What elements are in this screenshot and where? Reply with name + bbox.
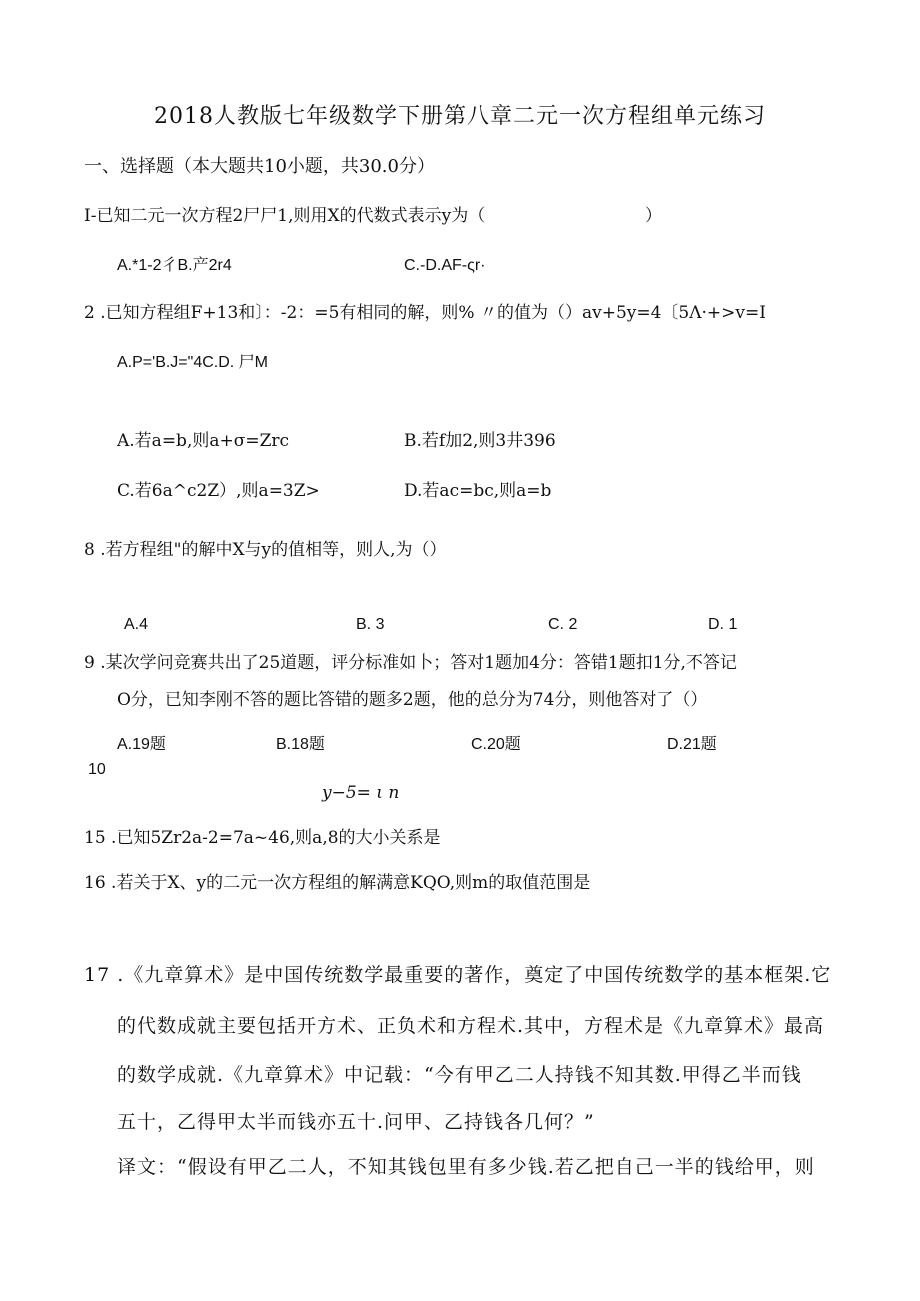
q8-option-a: A.4 xyxy=(124,616,149,633)
q2-stem: 2 .已知方程组F+13和〕：-2：=5有相同的解，则% 〃的值为（）av+5y=4〔5Λ·+>v=I xyxy=(84,303,766,323)
page-title: 2018人教版七年级数学下册第八章二元一次方程组单元练习 xyxy=(154,104,766,129)
q9-option-a: A.19题 xyxy=(117,736,166,753)
q9-option-b: B.18题 xyxy=(276,736,325,753)
q1-stem: I-已知二元一次方程2尸尸1,则用X的代数式表示y为（ xyxy=(84,206,486,226)
q8-option-b: B. 3 xyxy=(356,616,385,633)
q9-line-1: 9 .某次学问竞赛共出了25道题，评分标准如卜；答对1题加4分：答错1题扣1分,不答记 xyxy=(84,653,737,673)
q10-expression: y−5= ι n xyxy=(322,783,400,803)
q8-option-c: C. 2 xyxy=(548,616,578,633)
q17-line-2: 的代数成就主要包括开方术、正负术和方程术.其中，方程术是《九章算术》最高 xyxy=(117,1015,825,1037)
q8-option-d: D. 1 xyxy=(708,616,738,633)
option-c: C.若6a^c2Z）,则a=3Z> xyxy=(117,481,320,501)
q17-line-3: 的数学成就.《九章算术》中记载：“今有甲乙二人持钱不知其数.甲得乙半而钱 xyxy=(117,1064,802,1086)
option-d: D.若ac=bc,则a=b xyxy=(404,481,552,501)
q16-stem: 16 .若关于X、y的二元一次方程组的解满意KQO,则m的取值范围是 xyxy=(84,873,591,893)
q9-line-2: O分，已知李刚不答的题比答错的题多2题，他的总分为74分，则他答对了（） xyxy=(117,690,708,710)
q9-option-c: C.20题 xyxy=(471,736,521,753)
q8-stem: 8 .若方程组"的解中X与y的值相等，则人,为（） xyxy=(84,540,447,560)
q17-line-1: 17 .《九章算术》是中国传统数学最重要的著作，奠定了中国传统数学的基本框架.它 xyxy=(84,964,832,986)
option-b: B.若f加2,则3井396 xyxy=(404,431,556,451)
q1-close-paren: ） xyxy=(645,206,662,226)
q10-number: 10 xyxy=(88,761,106,778)
q1-option-cd: C.-D.AF-ςr· xyxy=(404,257,486,274)
section-heading: 一、选择题（本大题共10小题，共30.0分） xyxy=(84,156,435,177)
q2-options: A.P='B.J="4C.D. 尸M xyxy=(117,354,269,371)
q1-option-ab: A.*1-2彳B.产2r4 xyxy=(117,257,232,274)
option-a: A.若a=b,则a+σ=Zrc xyxy=(117,431,290,451)
q17-line-5: 译文：“假设有甲乙二人，不知其钱包里有多少钱.若乙把自己一半的钱给甲，则 xyxy=(117,1156,815,1178)
q9-option-d: D.21题 xyxy=(667,736,717,753)
q17-line-4: 五十，乙得甲太半而钱亦五十.问甲、乙持钱各几何？” xyxy=(117,1111,595,1133)
q15-stem: 15 .已知5Zr2a-2=7a~46,则a,8的大小关系是 xyxy=(84,828,441,848)
